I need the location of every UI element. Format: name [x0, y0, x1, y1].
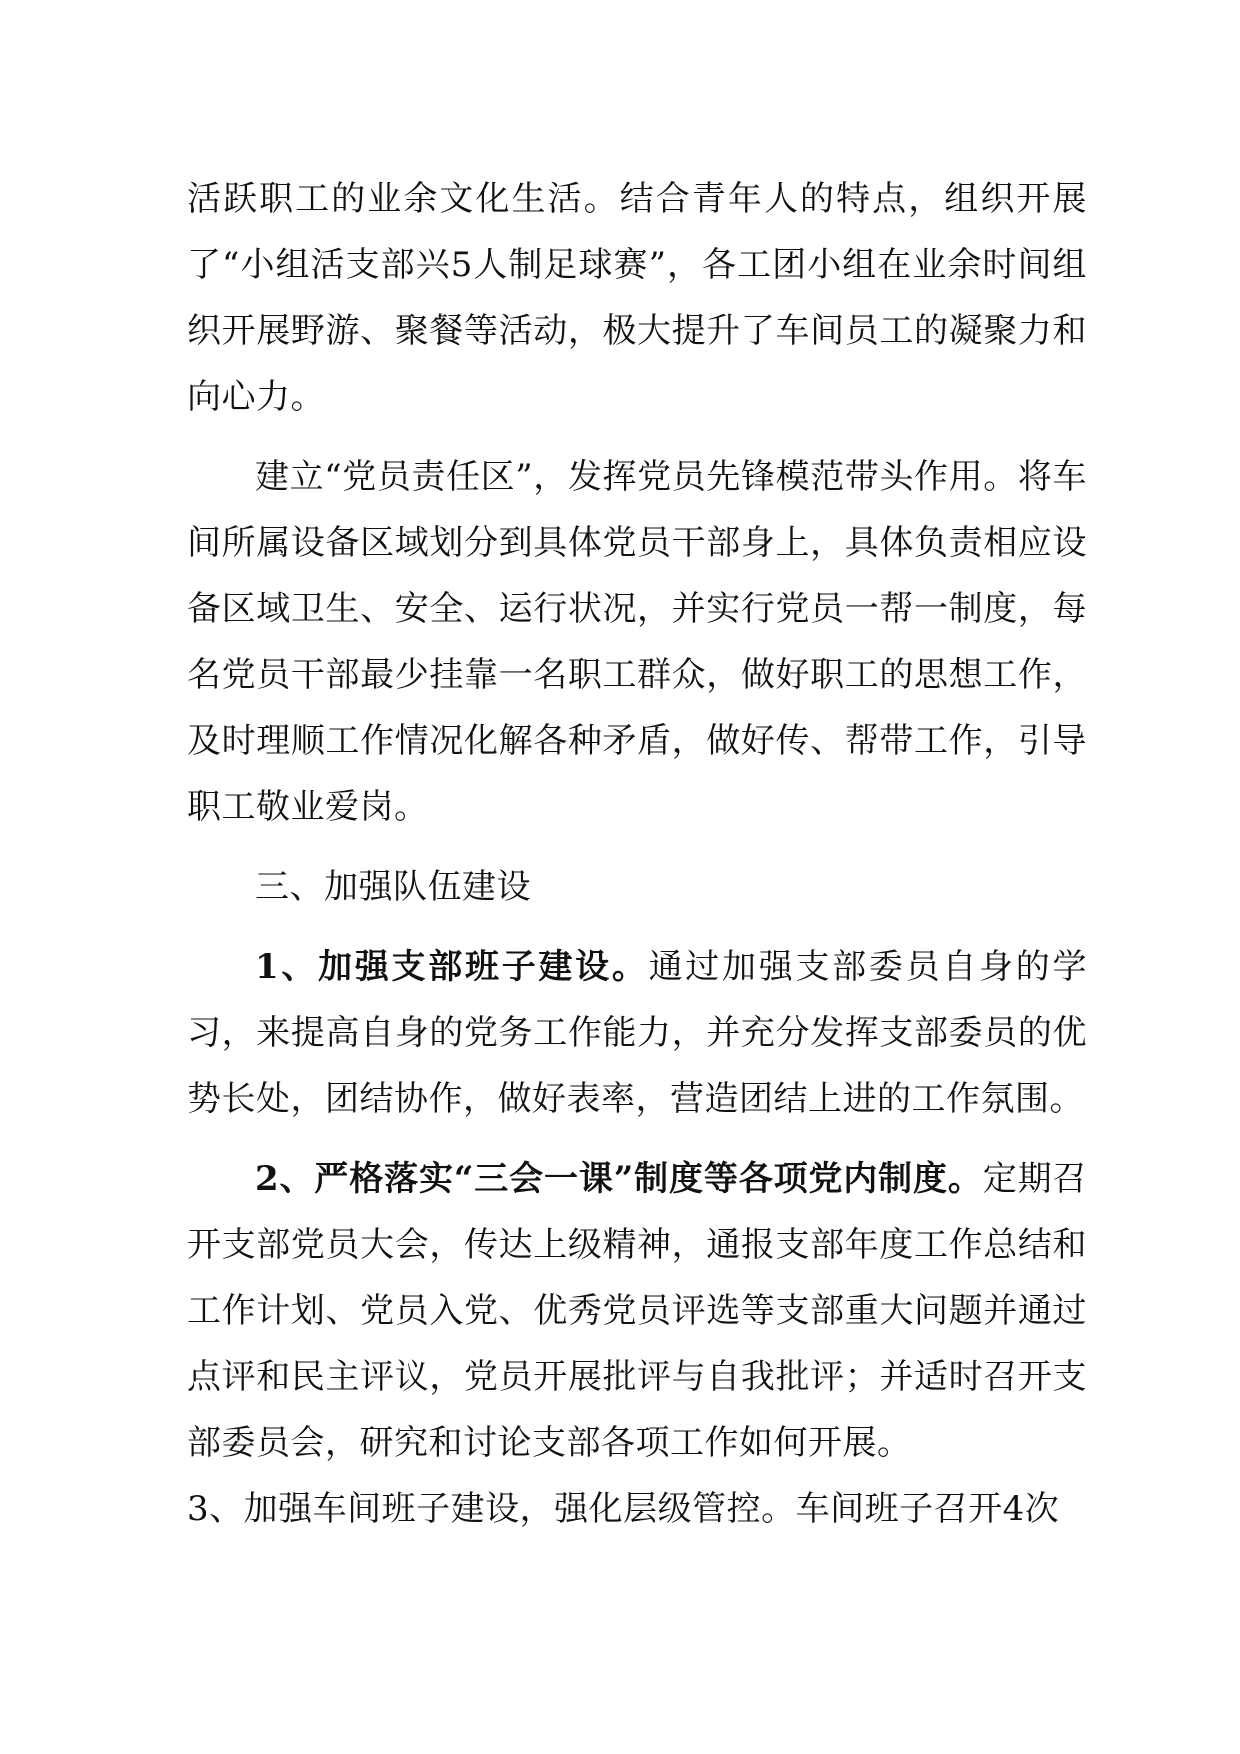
list-item-2-title: 2、严格落实“三会一课”制度等各项党内制度。 — [255, 1159, 983, 1199]
document-body — [187, 166, 1087, 1542]
list-item-1-text: 通过加强支部委员自身的学习，来提高自身的党务工作能力，并充分发挥支部委员的优势长处，团结协作，做好表率，营造团结上进的工作氛围。 — [187, 947, 1087, 1119]
list-item-2-text: 定期召开支部党员大会，传达上级精神，通报支部年度工作总结和工作计划、党员入党、优秀党员评选等支部重大问题并通过点评和民主评议，党员开展批评与自我批评；并适时召开支部委员会，研究和讨论支部各项工作如何开展。 — [187, 1159, 1087, 1463]
section-heading-team-building: 三、加强队伍建设 — [255, 867, 531, 907]
list-item-2 — [187, 1146, 1087, 1476]
list-item-1-title: 1、加强支部班子建设。 — [255, 947, 649, 987]
list-item-1 — [187, 934, 1087, 1132]
paragraph-party-responsibility-zone: 建立“党员责任区”，发挥党员先锋模范带头作用。将车间所属设备区域划分到具体党员干部身上，具体负责相应设备区域卫生、安全、运行状况，并实行党员一帮一制度，每名党员干部最少挂靠一名职工群众，做好职工的思想工作，及时理顺工作情况化解各种矛盾，做好传、帮带工作，引导职工敬业爱岗。 — [187, 457, 1087, 827]
paragraph-culture-activities: 活跃职工的业余文化生活。结合青年人的特点，组织开展了“小组活支部兴5人制足球赛”，各工团小组在业余时间组织开展野游、聚餐等活动，极大提升了车间员工的凝聚力和向心力。 — [187, 179, 1087, 417]
list-item-3: 3、加强车间班子建设，强化层级管控。车间班子召开4次 — [187, 1489, 1060, 1529]
